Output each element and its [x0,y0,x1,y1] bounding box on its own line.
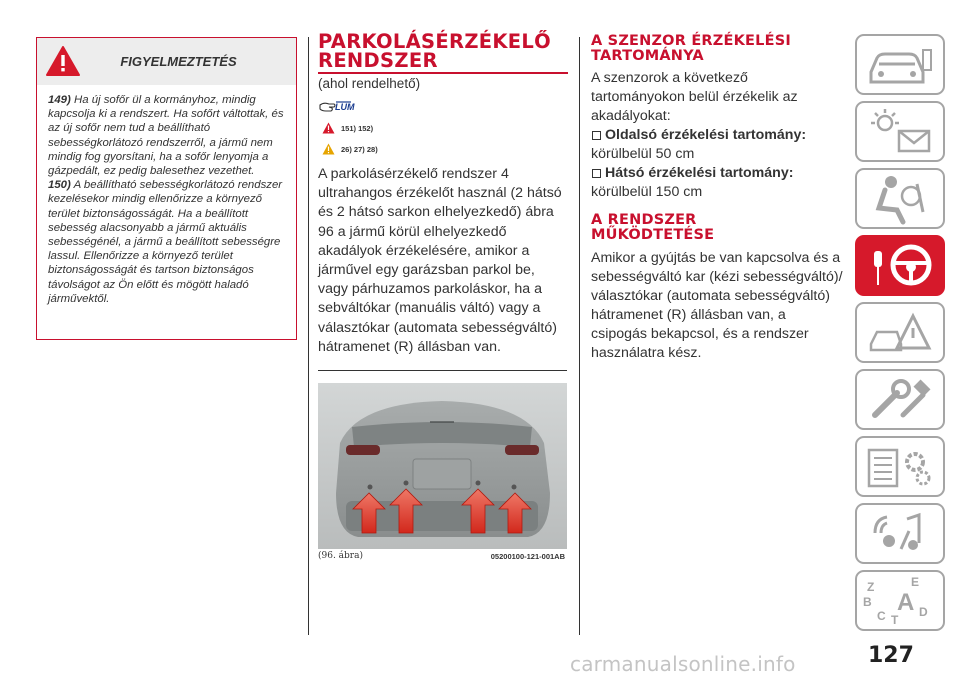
svg-text:D: D [919,605,928,619]
availability-note: (ahol rendelhető) [318,76,421,91]
car-rear-sensor-photo [318,383,567,549]
range-heading: A SZENZOR ÉRZÉKELÉSI TARTOMÁNYA [591,33,791,64]
svg-text:▬▬▬▬: ▬▬▬▬ [430,419,454,425]
svg-text:E: E [911,575,920,589]
tab-multimedia[interactable] [855,503,945,564]
svg-text:LUM: LUM [335,102,355,112]
parking-sensor-section [318,32,568,357]
warning-item-149: 149) Ha új sofőr ül a kormányhoz, mindig kapcsolja ki a rendszert. Ha sofőrt váltottak, és az új sofőr nem tud a beállítható sebességkorlátozó rendszerről, a jármű nem mindig fog gyorsítani, ha a sofőr lenyomja a gázpedált, ez pedig balesethez vezethet. [48,94,284,178]
tab-airbag-seat[interactable] [855,168,945,229]
svg-text:T: T [891,613,899,627]
warning-body [37,85,296,306]
svg-text:C: C [877,609,886,623]
side-range-label-row: Oldalsó érzékelési tartomány: [591,126,843,145]
note-ref-row [322,143,568,155]
multimedia-icon [857,505,943,562]
key-steering-wheel-icon [857,237,943,294]
warning-small-icon [322,122,335,134]
section-heading: PARKOLÁSÉRZÉKELŐ RENDSZER [318,30,552,72]
warning-title: FIGYELMEZTETÉS [120,54,237,69]
warning-box [36,37,297,340]
watermark: carmanualsonline.info [570,652,796,676]
page-number: 127 [868,643,914,668]
rear-range-value: körülbelül 150 cm [591,184,703,200]
service-wrench-icon [857,371,943,428]
note-refs: 26) 27) 28) [341,144,378,154]
tab-technical-data[interactable] [855,436,945,497]
parking-sensor-description: A parkolásérzékelő rendszer 4 ultrahangos érzékelőt használ (2 hátsó és 2 hátsó sarkon elhelyezkedő) ábra 96 a jármű körül elhelyezkedő akadályok érzékelésére, amikor a járművel egy garázsban parkol be, vagy párhuzamos parkoláskor, ha a sebváltókar (manuális váltó) vagy a választókar (automata sebességváltó) hátramenet (R) állásban van. [318,166,562,355]
warning-item-150: 150) A beállítható sebességkorlátozó rendszer kezelésekor mindig ellenőrizze a környező terület biztonságosságát. Ha a beállított sebesség alacsonyabb a jármű aktuális sebességénél, a jármű a beállított sebességre lassul. Ellenőrizze a környező terület biztonságosságát és tartson biztonságos távolságot az Ön előtt és mögött haladó járművektől. [48,179,283,305]
column-divider-left [308,37,309,635]
figure-caption: (96. ábra) [318,551,363,561]
warning-ref-row [322,122,568,134]
column-divider-right [579,37,580,635]
svg-text:Z: Z [867,580,875,594]
side-range-value: körülbelül 50 cm [591,146,695,162]
tab-warning-lights[interactable] [855,101,945,162]
bullet-square-icon [592,169,601,178]
warning-header [37,38,296,85]
heading-rule [318,72,568,74]
option-icon-row [318,96,568,116]
note-small-icon [322,143,335,155]
option-hand-icon [318,96,355,116]
svg-text:B: B [863,595,872,609]
warning-refs: 151) 152) [341,123,374,133]
bullet-square-icon [592,131,601,140]
operation-description: Amikor a gyújtás be van kapcsolva és a sebességváltó kar (kézi sebességváltó)/ választókar (automata sebességváltó) hátramenet (R) állásban van, a csipogás bekapcsol, és a rendszer használatra kész. [591,250,843,361]
range-intro: A szenzorok a következő tartományokon belül érzékelik az akadályokat: [591,70,798,124]
tab-emergency[interactable] [855,302,945,363]
figure-96 [318,370,567,568]
rear-range-label-row: Hátsó érzékelési tartomány: [591,164,843,183]
figure-code: 05200100-121-001AB [490,552,565,561]
tab-alphabetical-index[interactable] [855,570,945,631]
svg-text:A: A [897,589,915,616]
warning-lights-icon [857,103,943,160]
tab-service[interactable] [855,369,945,430]
alphabetical-index-icon [857,572,943,629]
technical-data-icon [857,438,943,495]
tab-starting-driving[interactable] [855,235,945,296]
breakdown-warning-icon [857,304,943,361]
car-dashboard-icon [857,36,943,93]
tab-car-dashboard[interactable] [855,34,945,95]
sensor-range-section [591,34,843,363]
operation-heading: A RENDSZER MŰKÖDTETÉSE [591,212,715,243]
airbag-seat-icon [857,170,943,227]
